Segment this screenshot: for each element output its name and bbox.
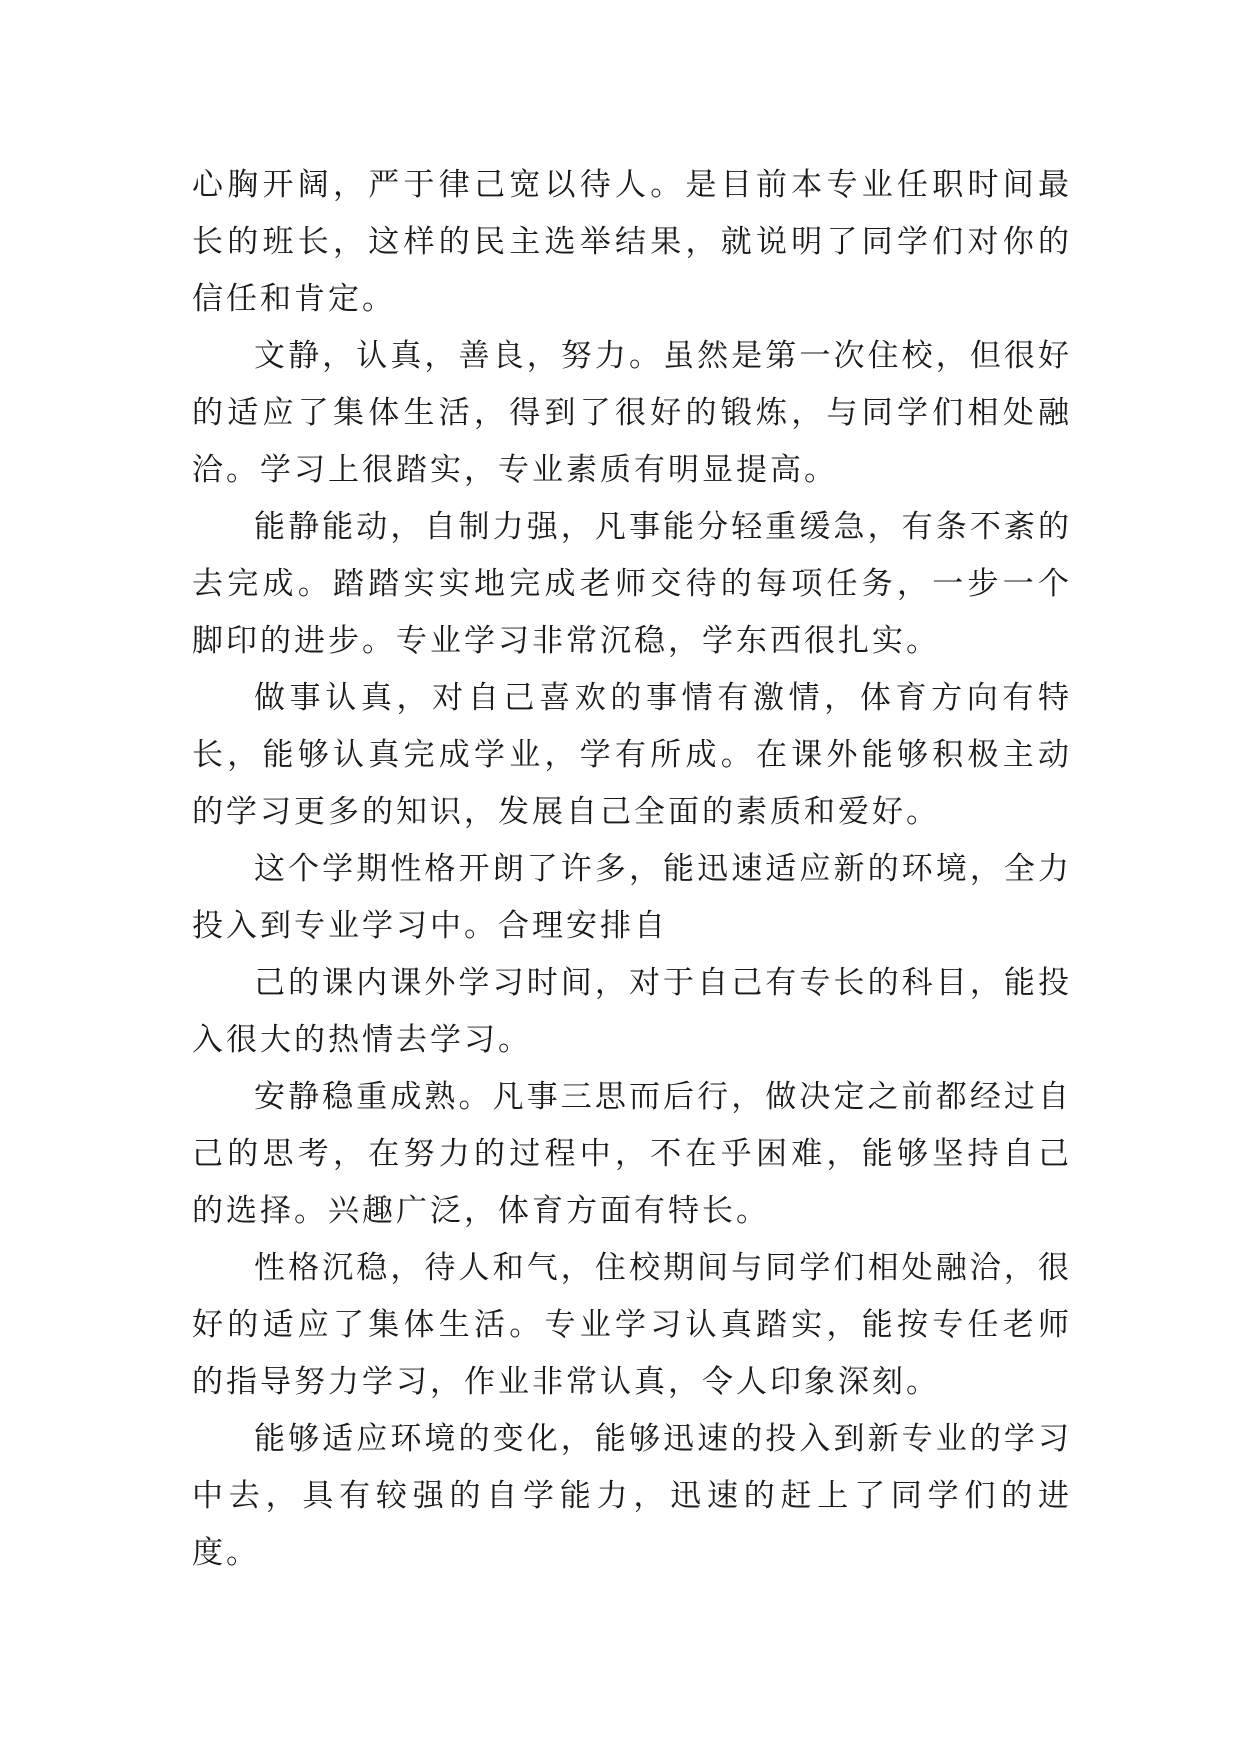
- paragraph-2: 文静，认真，善良，努力。虽然是第一次住校，但很好的适应了集体生活，得到了很好的锻炼，与同学们相处融洽。学习上很踏实，专业素质有明显提高。: [192, 338, 1072, 488]
- paragraph-5: 这个学期性格开朗了许多，能迅速适应新的环境，全力投入到专业学习中。合理安排自: [192, 851, 1072, 944]
- document-body: [192, 157, 1072, 1582]
- paragraph-6: 己的课内课外学习时间，对于自己有专长的科目，能投入很大的热情去学习。: [192, 965, 1072, 1058]
- paragraph-1: 心胸开阔，严于律己宽以待人。是目前本专业任职时间最长的班长，这样的民主选举结果，就说明了同学们对你的信任和肯定。: [192, 167, 1072, 317]
- paragraph-4: 做事认真，对自己喜欢的事情有激情，体育方向有特长，能够认真完成学业，学有所成。在课外能够积极主动的学习更多的知识，发展自己全面的素质和爱好。: [192, 680, 1072, 830]
- paragraph-9: 能够适应环境的变化，能够迅速的投入到新专业的学习中去，具有较强的自学能力，迅速的赶上了同学们的进度。: [192, 1421, 1072, 1571]
- paragraph-3: 能静能动，自制力强，凡事能分轻重缓急，有条不紊的去完成。踏踏实实地完成老师交待的每项任务，一步一个脚印的进步。专业学习非常沉稳，学东西很扎实。: [192, 509, 1072, 659]
- paragraph-8: 性格沉稳，待人和气，住校期间与同学们相处融洽，很好的适应了集体生活。专业学习认真踏实，能按专任老师的指导努力学习，作业非常认真，令人印象深刻。: [192, 1250, 1072, 1400]
- paragraph-7: 安静稳重成熟。凡事三思而后行，做决定之前都经过自己的思考，在努力的过程中，不在乎困难，能够坚持自己的选择。兴趣广泛，体育方面有特长。: [192, 1079, 1072, 1229]
